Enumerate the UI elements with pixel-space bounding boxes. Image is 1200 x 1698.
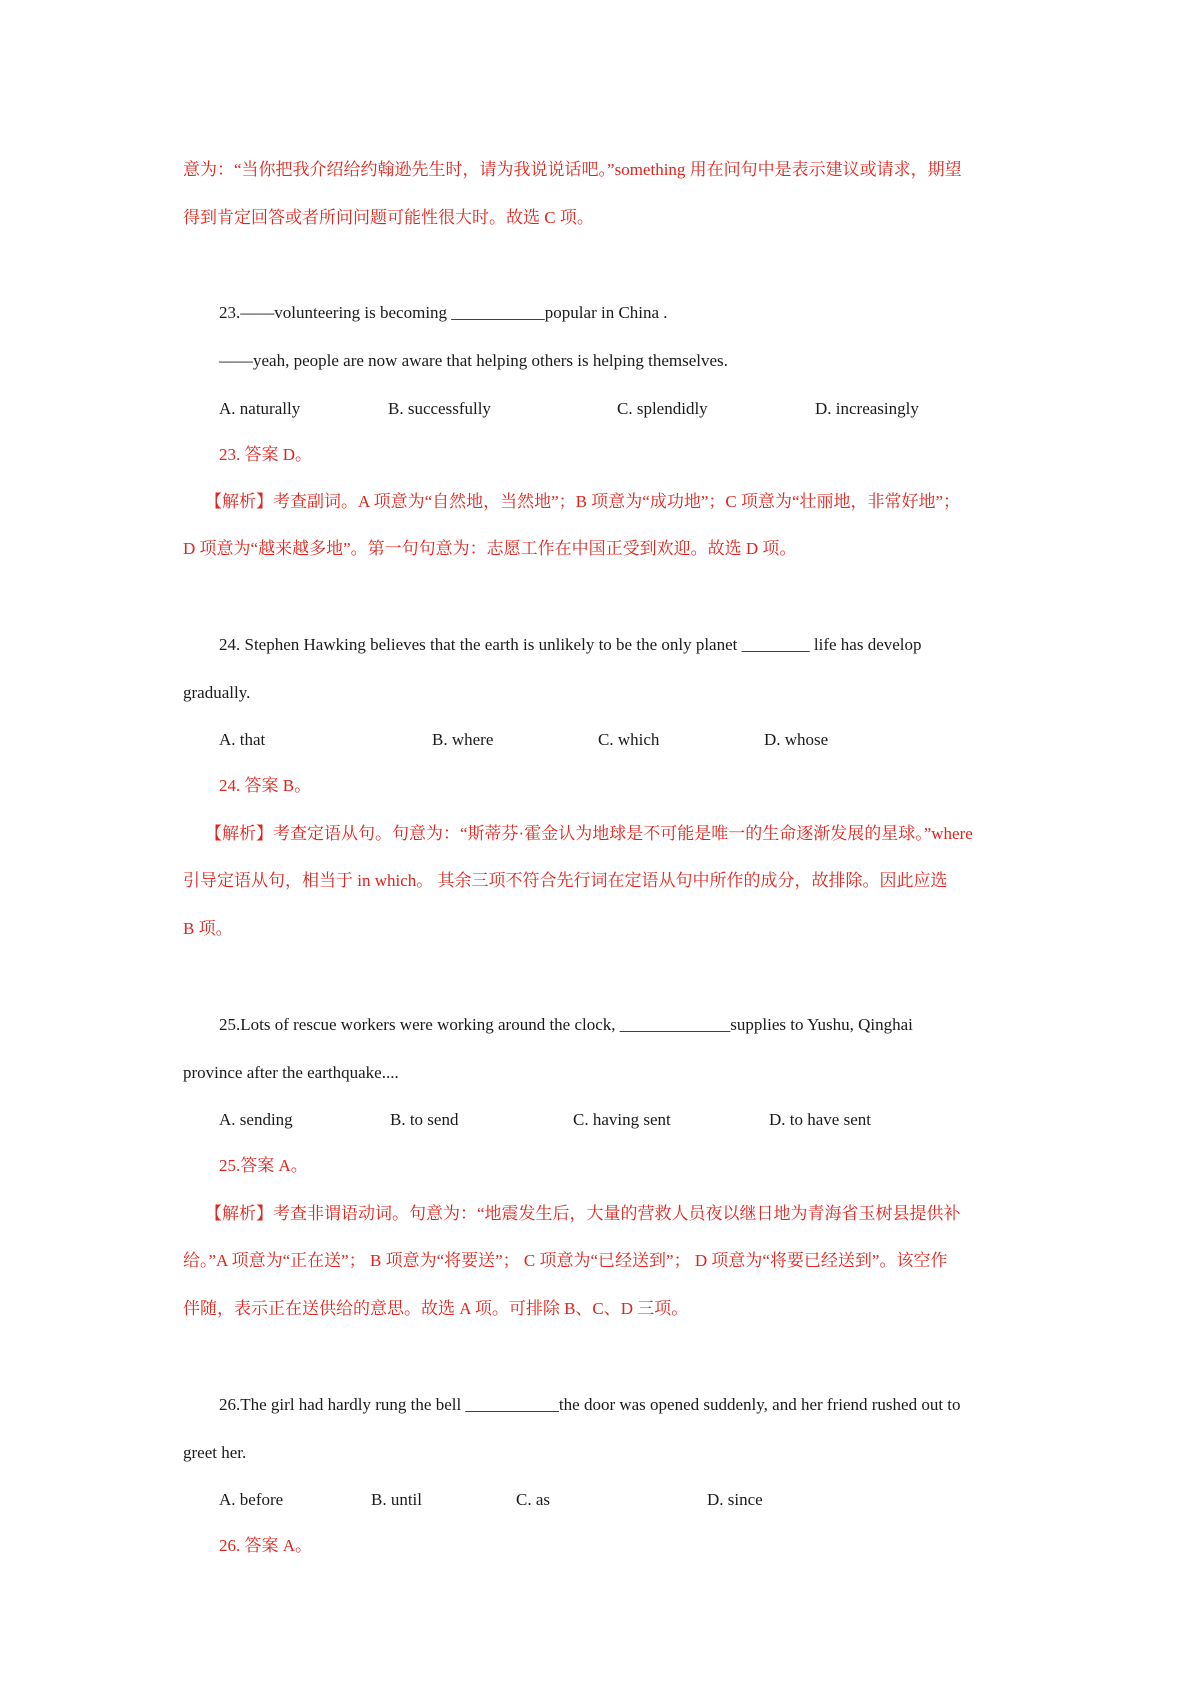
question-25-option-a: A. sending [219, 1110, 293, 1129]
question-23-analysis-2: D 项意为“越来越多地”。第一句句意为：志愿工作在中国正受到欢迎。故选 D 项。 [183, 539, 797, 558]
question-24-stem-1: 24. Stephen Hawking believes that the earth is unlikely to be the only planet ________ life has develop [219, 635, 922, 654]
intro-line-1: 意为：“当你把我介绍给约翰逊先生时，请为我说说话吧。”something 用在问句中是表示建议或请求，期望 [183, 160, 962, 179]
question-23-option-a: A. naturally [219, 399, 301, 418]
question-24-option-d: D. whose [764, 730, 829, 749]
question-25-option-c: C. having sent [573, 1110, 671, 1129]
question-25-stem-1: 25.Lots of rescue workers were working around the clock, _____________supplies to Yushu, Qinghai [219, 1015, 913, 1034]
question-25-option-b: B. to send [390, 1110, 459, 1129]
question-26-option-d: D. since [707, 1490, 763, 1509]
question-24-analysis-1: 【解析】考查定语从句。句意为：“斯蒂芬·霍金认为地球是不可能是唯一的生命逐渐发展的星球。”where [205, 824, 973, 843]
question-23-analysis-1: 【解析】考查副词。A 项意为“自然地，当然地”；B 项意为“成功地”；C 项意为“壮丽地，非常好地”； [205, 492, 961, 511]
question-23-option-c: C. splendidly [617, 399, 708, 418]
question-24-stem-2: gradually. [183, 683, 251, 702]
intro-line-2: 得到肯定回答或者所问问题可能性很大时。故选 C 项。 [183, 208, 594, 227]
question-26-answer: 26. 答案 A。 [219, 1536, 313, 1555]
question-26-option-b: B. until [371, 1490, 423, 1509]
question-23-option-b: B. successfully [388, 399, 491, 418]
question-25-answer: 25.答案 A。 [219, 1156, 308, 1175]
question-23-answer: 23. 答案 D。 [219, 445, 313, 464]
question-24-option-b: B. where [432, 730, 494, 749]
question-26-option-a: A. before [219, 1490, 284, 1509]
question-25-option-d: D. to have sent [769, 1110, 871, 1129]
question-25-stem-2: province after the earthquake.... [183, 1063, 399, 1082]
question-25-analysis-2: 给。”A 项意为“正在送”； B 项意为“将要送”； C 项意为“已经送到”； D 项意为“将要已经送到”。该空作 [183, 1251, 948, 1270]
question-24-analysis-3: B 项。 [183, 919, 233, 938]
question-26-stem-1: 26.The girl had hardly rung the bell ___________the door was opened suddenly, and her friend rushed out to [219, 1395, 961, 1414]
question-26-stem-2: greet her. [183, 1443, 247, 1462]
question-23-stem: 23.——volunteering is becoming ___________popular in China . [219, 303, 668, 322]
question-24-analysis-2: 引导定语从句，相当于 in which。 其余三项不符合先行词在定语从句中所作的成分，故排除。因此应选 [183, 871, 948, 890]
question-26-option-c: C. as [516, 1490, 550, 1509]
question-24-option-a: A. that [219, 730, 266, 749]
question-25-analysis-3: 伴随，表示正在送供给的意思。故选 A 项。可排除 B、C、D 三项。 [183, 1299, 689, 1318]
question-24-option-c: C. which [598, 730, 660, 749]
question-24-answer: 24. 答案 B。 [219, 776, 312, 795]
question-23-reply: ——yeah, people are now aware that helping others is helping themselves. [219, 351, 728, 370]
question-25-analysis-1: 【解析】考查非谓语动词。句意为：“地震发生后，大量的营救人员夜以继日地为青海省玉树县提供补 [205, 1204, 961, 1223]
question-23-option-d: D. increasingly [815, 399, 919, 418]
